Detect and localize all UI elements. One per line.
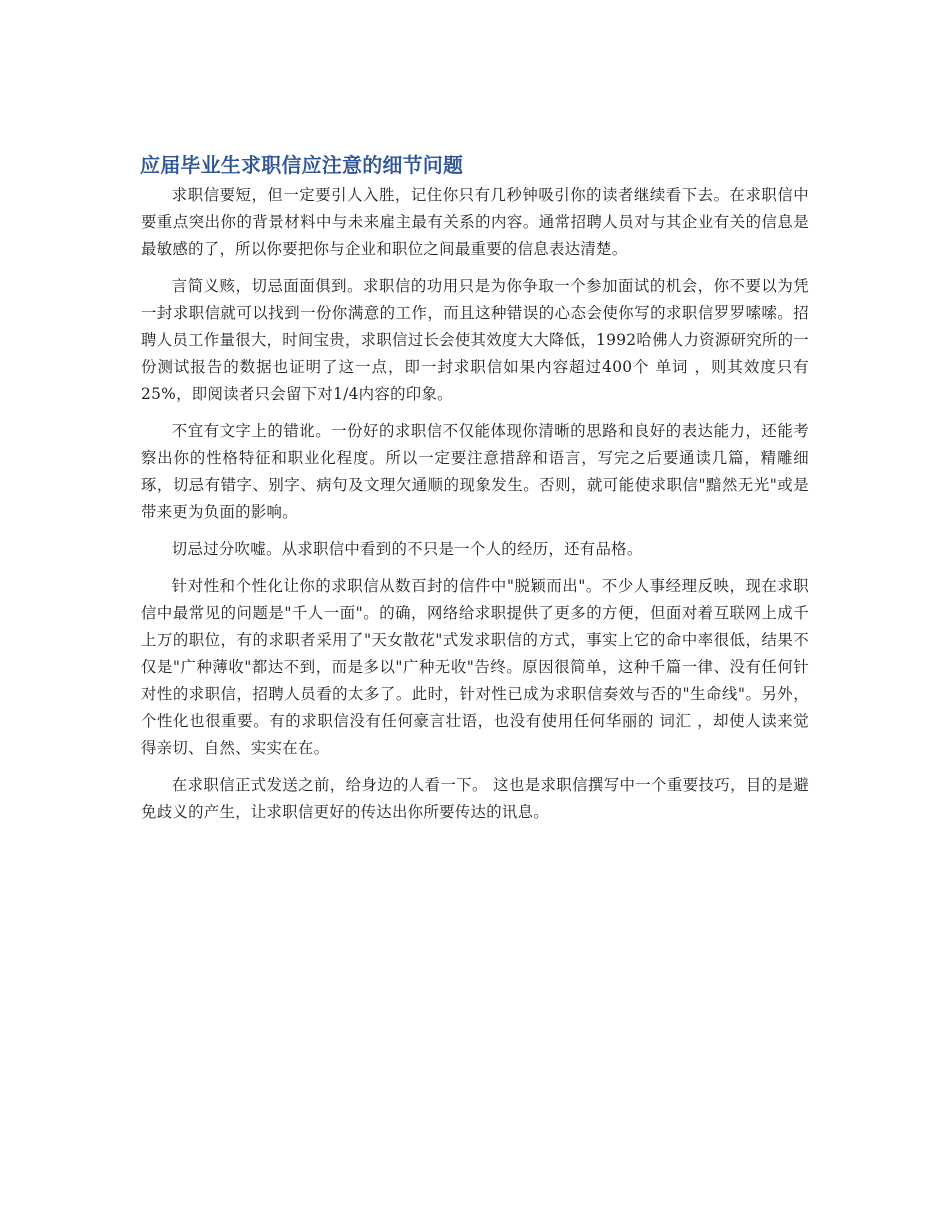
paragraph-concise: 言简义赅，切忌面面俱到。求职信的功用只是为你争取一个参加面试的机会，你不要以为凭一封求职信就可以找到一份你满意的工作，而且这种错误的心态会使你写的求职信罗罗嗦嗦。招聘人员工作量很大，时间宝贵，求职信过长会使其效度大大降低，1992哈佛人力资源研究所的一份测试报告的数据也证明了这一点，即一封求职信如果内容超过400个 单词 ，则其效度只有25%，即阅读者只会留下对1/4内容的印象。: [141, 277, 809, 403]
paragraph-no-errors: 不宜有文字上的错讹。一份好的求职信不仅能体现你清晰的思路和良好的表达能力，还能考察出你的性格特征和职业化程度。所以一定要注意措辞和语言，写完之后要通读几篇，精雕细琢，切忌有错字、别字、病句及文理欠通顺的现象发生。否则，就可能使求职信"黯然无光"或是带来更为负面的影响。: [141, 422, 809, 521]
paragraph-proofread: 在求职信正式发送之前，给身边的人看一下。 这也是求职信撰写中一个重要技巧，目的是避免歧义的产生，让求职信更好的传达出你所要传达的讯息。: [141, 776, 809, 821]
paragraph-brevity: 求职信要短，但一定要引人入胜，记住你只有几秒钟吸引你的读者继续看下去。在求职信中要重点突出你的背景材料中与未来雇主最有关系的内容。通常招聘人员对与其企业有关的信息是最敏感的了，所以你要把你与企业和职位之间最重要的信息表达清楚。: [141, 186, 809, 258]
paragraph-no-boasting: 切忌过分吹嘘。从求职信中看到的不只是一个人的经历，还有品格。: [171, 540, 643, 558]
document-title: 应届毕业生求职信应注意的细节问题: [140, 153, 464, 177]
document-page: [141, 150, 809, 836]
paragraph-personalization: 针对性和个性化让你的求职信从数百封的信件中"脱颖而出"。不少人事经理反映，现在求职信中最常见的问题是"千人一面"。的确，网络给求职提供了更多的方便，但面对着互联网上成千上万的职位，有的求职者采用了"天女散花"式发求职信的方式，事实上它的命中率很低，结果不仅是"广种薄收"都达不到，而是多以"广种无收"告终。原因很简单，这种千篇一律、没有任何针对性的求职信，招聘人员看的太多了。此时，针对性已成为求职信奏效与否的"生命线"。另外，个性化也很重要。有的求职信没有任何豪言壮语，也没有使用任何华丽的 词汇 ，却使人读来觉得亲切、自然、实实在在。: [141, 577, 809, 757]
